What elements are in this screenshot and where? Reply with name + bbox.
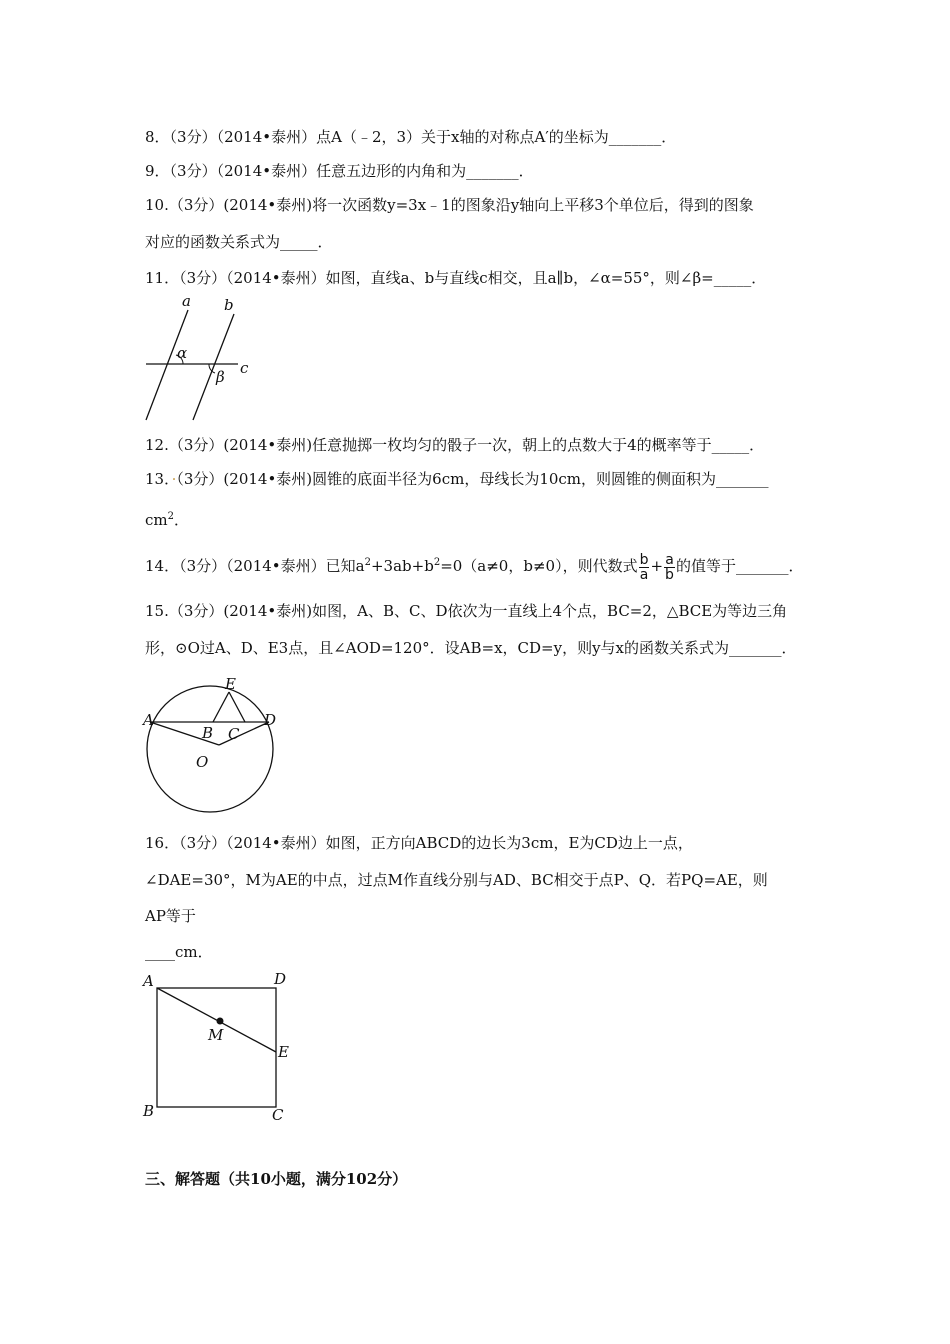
label-B: B [143, 1102, 155, 1120]
question-10-line-2: 对应的函数关系式为_____． [145, 233, 333, 251]
figure-parallel-lines [140, 292, 260, 427]
question-13-line-2 [145, 507, 189, 530]
label-C: C [228, 725, 240, 743]
q14-plus: + [650, 557, 664, 575]
q14-end: 的值等于_______． [675, 557, 804, 575]
label-c: c [240, 359, 249, 377]
section-title: 三、解答题（共10小题，满分102分） [145, 1170, 408, 1188]
question-16-line-1: 16．（3分）（2014•泰州）如图，正方向ABCD的边长为3cm，E为CD边上一点， [145, 834, 693, 852]
fraction-a-over-b [664, 553, 675, 582]
label-O: O [196, 753, 209, 771]
question-16-line-2: ∠DAE=30°，M为AE的中点，过点M作直线分别与AD、BC相交于点P、Q．若PQ=AE，则 [145, 871, 768, 889]
question-9: 9．（3分）（2014•泰州）任意五边形的内角和为_______． [145, 162, 534, 180]
q14-mid: +3ab+b [370, 557, 434, 575]
label-C: C [272, 1106, 284, 1124]
question-10-line-1: 10.（3分）(2014•泰州)将一次函数y=3x﹣1的图象沿y轴向上平移3个单位后，得到的图象 [145, 196, 754, 214]
question-12: 12.（3分）(2014•泰州)任意抛掷一枚均匀的骰子一次，朝上的点数大于4的概率等于_____． [145, 436, 765, 454]
label-beta: β [216, 368, 225, 386]
q13-end: ． [174, 511, 190, 529]
point-m [217, 1018, 224, 1025]
line-a [146, 310, 188, 420]
segment-be [213, 692, 229, 722]
label-M: M [208, 1026, 224, 1044]
q13-number: 13． [145, 470, 172, 488]
question-16-line-4: ____cm． [145, 943, 213, 961]
label-alpha: α [177, 344, 188, 362]
q14-sup2: 2 [433, 557, 441, 568]
label-E: E [225, 675, 236, 693]
line-b [193, 314, 234, 420]
question-11: 11．（3分）（2014•泰州）如图，直线a、b与直线c相交，且a∥b，∠α=55°，则∠β=_____． [145, 269, 767, 287]
q13-text: （3分）(2014•泰州)圆锥的底面半径为6cm，母线长为10cm，则圆锥的侧面积为_______ [176, 470, 769, 488]
label-D: D [274, 970, 287, 988]
label-A: A [143, 972, 154, 990]
frac2-den: b [665, 566, 674, 583]
circle-o [147, 686, 273, 812]
q13-unit: cm [145, 511, 168, 529]
question-14 [145, 546, 803, 583]
q13-unit-sup: 2 [167, 511, 174, 522]
label-b: b [224, 296, 234, 314]
frac1-num: b [639, 551, 649, 568]
label-E: E [278, 1043, 289, 1061]
q13-dot-mark: · [171, 470, 177, 488]
q14-mid2: =0（a≠0，b≠0），则代数式 [440, 557, 638, 575]
label-a: a [182, 292, 191, 310]
label-A: A [143, 711, 154, 729]
frac2-num: a [665, 551, 674, 568]
figure-circle [140, 672, 290, 817]
question-13-line-1 [145, 469, 769, 489]
segment-ce [229, 692, 245, 722]
q14-pre: 14．（3分）（2014•泰州）已知a [145, 557, 365, 575]
question-8: 8．（3分）（2014•泰州）点A（﹣2，3）关于x轴的对称点A′的坐标为_______． [145, 128, 677, 146]
question-15-line-2: 形，⊙O过A、D、E3点，且∠AOD=120°．设AB=x，CD=y，则y与x的函数关系式为_______． [145, 639, 797, 657]
figure-square [140, 968, 300, 1128]
square-abcd [157, 988, 276, 1107]
label-D: D [264, 711, 277, 729]
fraction-b-over-a [639, 553, 650, 582]
segment-do [219, 722, 269, 745]
frac1-den: a [639, 566, 649, 583]
q14-sup1: 2 [364, 557, 371, 568]
question-15-line-1: 15.（3分）(2014•泰州)如图，A、B、C、D依次为一直线上4个点，BC=2，△BCE为等边三角 [145, 602, 788, 620]
question-16-line-3: AP等于 [145, 907, 196, 925]
label-B: B [202, 724, 214, 742]
